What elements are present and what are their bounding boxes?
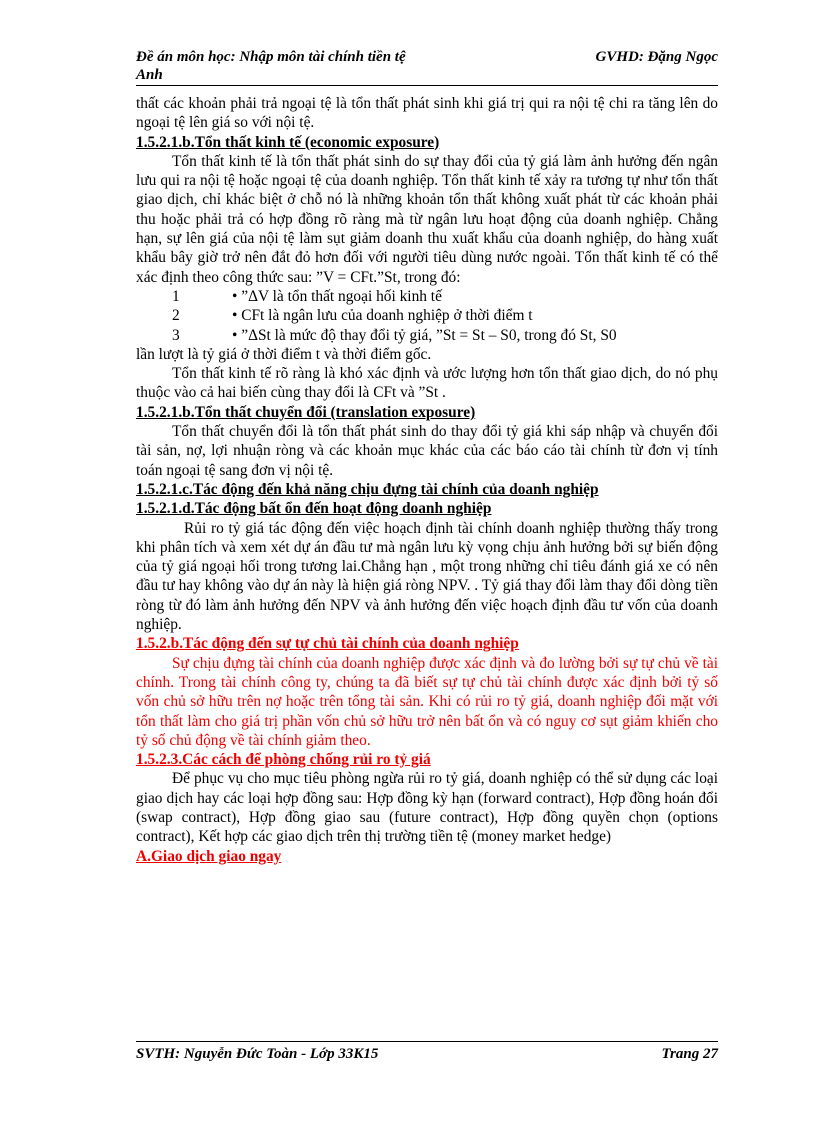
header-instructor: GVHD: Đặng Ngọc [595,49,718,65]
page-footer [136,1041,718,1066]
list-item [136,326,718,345]
document-body [136,94,718,866]
heading-hedging-methods: 1.5.2.3.Các cách để phòng chống rủi ro tỷ giá [136,751,431,769]
list-continuation: lần lượt là tỷ giá ở thời điểm t và thời điểm gốc. [136,345,432,363]
list-text: • CFt là ngân lưu của doanh nghiệp ở thời điểm t [232,307,533,325]
paragraph-operational-impact: Rủi ro tỷ giá tác động đến việc hoạch định tài chính doanh nghiệp thường thấy trong khi phân tích và xem xét dự án đầu tư mà ngân lưu kỳ vọng chịu ảnh hưởng bởi sự biến động của tỷ giá ngoại hối trong tương lai.Chẳng hạn , một trong những chỉ tiêu đánh giá xe có nên đầu tư hay không vào dự án này là hiện giá ròng NPV. . Tỷ giá thay đổi làm thay đổi dòng tiền ròng từ đó làm ảnh hưởng đến NPV và ảnh hưởng đến việc hoạch định đầu tư vốn của doanh nghiệp. [136,519,718,634]
list-number: 1 [172,287,180,305]
intro-paragraph: thất các khoản phải trả ngoại tệ là tổn thất phát sinh khi giá trị qui ra nội tệ chi ra tăng lên do ngoại tệ lên giá so với nội tệ. [136,95,718,132]
list-text: • ”ΔV là tổn thất ngoại hối kinh tế [232,287,442,305]
heading-economic-exposure: 1.5.2.1.b.Tổn thất kinh tế (economic exposure) [136,133,440,151]
list-number: 2 [172,307,180,325]
header-course-title [136,48,466,84]
paragraph-hedging-methods: Để phục vụ cho mục tiêu phòng ngừa rủi ro tỷ giá, doanh nghiệp có thể sử dụng các loại giao dịch hay các loại hợp đồng sau: Hợp đồng kỳ hạn (forward contract), Hợp đồng hoán đổi (swap contract), Hợp đồng giao sau (future contract), Hợp đồng quyền chọn (options contract), Kết hợp các giao dịch trên thị trường tiền tệ (money market hedge) [136,770,718,846]
heading-operational-impact: 1.5.2.1.d.Tác động bất ổn đến hoạt động doanh nghiệp [136,500,492,518]
paragraph-financial-autonomy: Sự chịu đựng tài chính của doanh nghiệp được xác định và đo lường bởi sự tự chủ về tài chính. Trong tài chính công ty, chúng ta đã biết sự tự chủ tài chính được xác định bởi tỷ số vốn chủ sở hữu trên nợ hoặc trên tổng tài sản. Khi có rủi ro tỷ giá, doanh nghiệp đối mặt với tổn thất làm cho giá trị phần vốn chủ sở hữu trở nên bất ổn và có nguy cơ sụt giảm khiến cho tỷ số chủ động về tài chính giảm theo. [136,654,718,749]
list-item [136,287,718,306]
footer-student: SVTH: Nguyễn Đức Toàn - Lớp 33K15 [136,1046,379,1062]
header-divider [136,85,718,86]
heading-spot-transaction: A.Giao dịch giao ngay [136,847,282,865]
page-header [136,48,718,84]
paragraph-translation-exposure: Tổn thất chuyển đổi là tổn thất phát sinh do thay đổi tỷ giá khi sáp nhập và chuyển đổi tài sản, nợ, lợi nhuận ròng và các khoản mục khác của các báo cáo tài chính từ đơn vị tính toán ngoại tệ sang đơn vị nội tệ. [136,423,718,479]
list-text: • ”ΔSt là mức độ thay đổi tỷ giá, ”St = St – S0, trong đó St, S0 [232,326,617,344]
heading-financial-autonomy: 1.5.2.b.Tác động đến sự tự chủ tài chính của doanh nghiệp [136,635,519,653]
paragraph-economic-exposure: Tổn thất kinh tế là tổn thất phát sinh do sự thay đổi của tỷ giá làm ảnh hưởng đến ngân lưu qui ra nội tệ hoặc ngoại tệ của doanh nghiệp. Tổn thất kinh tế xảy ra tương tự như tổn thất giao dịch, chỉ khác biệt ở chỗ nó là những khoản tổn thất không xuất phát từ các khoản phải thu hoặc phải trả có hợp đồng rõ ràng mà từ ngân lưu hoạt động của doanh nghiệp. Chẳng hạn, sự lên giá của nội tệ làm sụt giảm doanh thu xuất khẩu của doanh nghiệp, do hàng xuất khẩu bây giờ trở nên đắt đỏ hơn đối với người tiêu dùng nước ngoài. Tổn thất kinh tế có thể xác định theo công thức sau: ”V = CFt.”St, trong đó: [136,152,718,286]
page [136,48,718,866]
heading-financial-tolerance: 1.5.2.1.c.Tác động đến khả năng chịu đựng tài chính của doanh nghiệp [136,480,599,498]
paragraph-economic-exposure-note: Tổn thất kinh tế rõ ràng là khó xác định và ước lượng hơn tổn thất giao dịch, do nó phụ thuộc vào cả hai biến cùng thay đổi là CFt và ”St . [136,365,718,402]
list-number: 3 [172,326,180,344]
header-course-title-cont: Anh [136,67,163,83]
list-item [136,306,718,325]
heading-translation-exposure: 1.5.2.1.b.Tổn thất chuyển đổi (translation exposure) [136,403,476,421]
footer-divider [136,1041,718,1042]
header-course-title-text: Đề án môn học: Nhập môn tài chính tiền tệ [136,49,406,65]
page-number: Trang 27 [661,1046,718,1062]
footer-text [136,1046,718,1066]
